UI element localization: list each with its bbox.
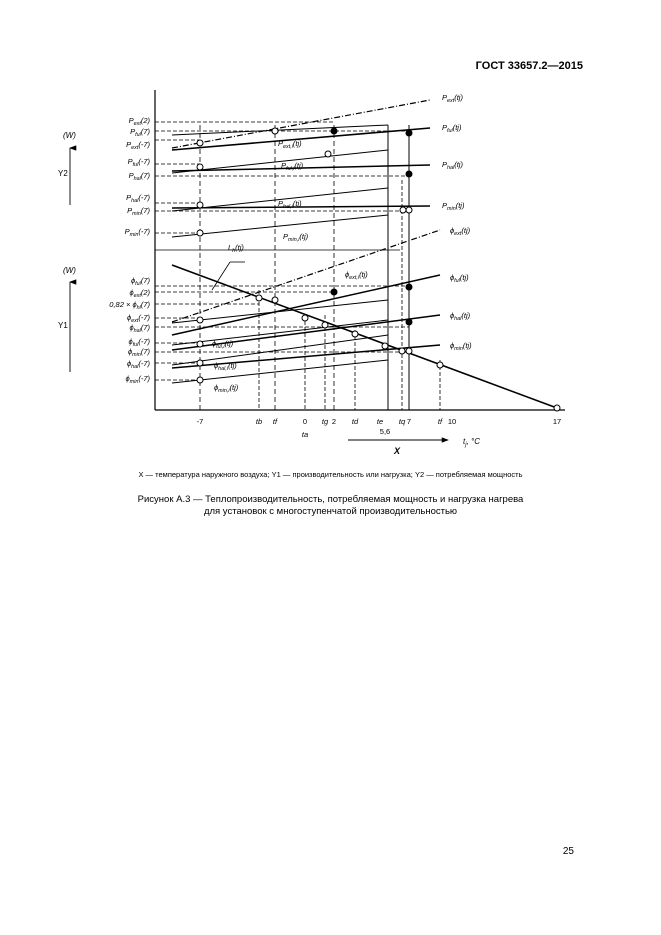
right-label-y1: $\phi_{min}(tj)$ <box>450 341 472 352</box>
x-tick-label: tg <box>321 417 329 426</box>
filled-marker <box>406 284 412 290</box>
open-marker <box>352 331 358 337</box>
open-marker <box>400 207 406 213</box>
inline-label: $P_{hal,i}(tj)$ <box>278 199 302 210</box>
inline-label: $P_{min,i}(tj)$ <box>283 232 309 243</box>
right-label-y2: $P_{ext}(tj)$ <box>442 93 463 104</box>
open-marker <box>272 128 278 134</box>
open-marker <box>197 317 203 323</box>
left-label-y2: $P_{hal}(-7)$ <box>126 193 150 204</box>
open-marker <box>197 377 203 383</box>
x-tick-label: tf <box>437 417 443 426</box>
figure-caption <box>0 494 661 518</box>
inline-label: $\phi_{ext,i}(tj)$ <box>345 270 368 281</box>
right-label-y2: $P_{ful}(tj)$ <box>442 123 462 134</box>
open-marker <box>197 164 203 170</box>
filled-marker <box>406 319 412 325</box>
caption-line-1: Рисунок А.3 — Теплопроизводительность, потребляемая мощность и нагрузка нагрева <box>137 494 524 505</box>
y2-unit: (W) <box>63 131 76 140</box>
y2-name: Y2 <box>58 169 68 178</box>
open-marker <box>382 343 388 349</box>
diagram-markers <box>197 128 560 411</box>
filled-marker <box>331 289 337 295</box>
open-marker <box>302 315 308 321</box>
x-tick-label: 10 <box>447 417 457 426</box>
x-tick-label: tb <box>255 417 263 426</box>
x-tick-label: 0 <box>302 417 308 426</box>
x-tick-label: 2 <box>331 417 337 426</box>
phi-ext-line <box>172 230 440 322</box>
x-tick-label: te <box>376 417 384 426</box>
y1-unit: (W) <box>63 266 76 275</box>
x-tick-label: 5,6 <box>379 427 391 436</box>
left-label-y1: $\phi_{ext}(2)$ <box>129 288 150 299</box>
left-label-y2: $P_{min}(7)$ <box>127 206 150 217</box>
right-label-y2: $P_{hal}(tj)$ <box>442 160 463 171</box>
left-label-y2: $P_{min}(-7)$ <box>124 227 150 238</box>
inline-label: $P_{ful,i}(tj)$ <box>281 161 304 172</box>
left-label-y1: $0,82 \times \phi_{hl}(7)$ <box>109 300 150 311</box>
y1-name: Y1 <box>58 321 68 330</box>
open-marker <box>256 295 262 301</box>
left-label-y2: $P_{ful}(7)$ <box>130 127 150 138</box>
open-marker <box>197 202 203 208</box>
right-label-y1: $\phi_{ext}(tj)$ <box>450 226 471 237</box>
left-label-y2: $P_{hal}(7)$ <box>128 171 150 182</box>
open-marker <box>197 140 203 146</box>
inline-label: $P_{ext,i}(tj)$ <box>278 139 302 150</box>
left-label-y2: $P_{ful}(-7)$ <box>127 157 150 168</box>
open-marker <box>554 405 560 411</box>
open-marker <box>399 348 405 354</box>
phi-ful-line <box>172 275 440 335</box>
x-tick-label: ta <box>301 430 309 439</box>
open-marker <box>197 360 203 366</box>
left-label-y2: $P_{ext}(2)$ <box>128 116 150 127</box>
left-label-y2: $P_{ext}(-7)$ <box>126 140 150 151</box>
open-marker <box>272 297 278 303</box>
inline-label: $L_h(tj)$ <box>228 243 244 254</box>
x-tick-label: -7 <box>196 417 204 426</box>
open-marker <box>437 362 443 368</box>
right-label-y1: $\phi_{hal}(tj)$ <box>450 311 471 322</box>
right-label-y2: $P_{min}(tj)$ <box>442 201 465 212</box>
open-marker <box>197 341 203 347</box>
diagram-line <box>172 150 388 173</box>
open-marker <box>406 207 412 213</box>
diagram-line <box>172 335 388 365</box>
diagram-labels <box>109 93 561 439</box>
page-number: 25 <box>562 846 574 857</box>
caption-line-2: для установок с многоступенчатой производительностью <box>203 506 458 517</box>
left-label-y1: $\phi_{ext}(-7)$ <box>126 313 150 324</box>
x-tick-label: tf <box>272 417 278 426</box>
diagram-line <box>172 360 388 383</box>
x-tick-label: td <box>351 417 359 426</box>
diagram-line <box>172 125 388 135</box>
diagram-line <box>172 215 388 237</box>
left-label-y1: $\phi_{hal}(7)$ <box>129 323 150 334</box>
inline-label: $\phi_{hal,i}(tj)$ <box>214 361 237 372</box>
left-label-y1: $\phi_{min}(-7)$ <box>125 374 150 385</box>
left-label-y1: $\phi_{min}(7)$ <box>127 347 150 358</box>
open-marker <box>197 230 203 236</box>
filled-marker <box>406 171 412 177</box>
open-marker <box>325 151 331 157</box>
right-label-y1: $\phi_{ful}(tj)$ <box>450 273 469 284</box>
open-marker <box>406 348 412 354</box>
x-tick-label: 17 <box>552 417 562 426</box>
standard-header: ГОСТ 33657.2—2015 <box>475 60 583 72</box>
open-marker <box>322 322 328 328</box>
filled-marker <box>331 128 337 134</box>
figure-legend: X — температура наружного воздуха; Y1 — производительность или нагрузка; Y2 — потребляемая мощность <box>138 470 523 479</box>
left-label-y1: $\phi_{ful}(7)$ <box>130 276 150 287</box>
left-label-y1: $\phi_{ful}(-7)$ <box>128 337 150 348</box>
x-axis-name: X <box>394 446 401 456</box>
x-tick-label: tq <box>398 417 406 426</box>
inline-label: $\phi_{ful,i}(tj)$ <box>212 339 234 350</box>
x-axis-label: $t_j$, °C <box>463 437 480 448</box>
filled-marker <box>406 130 412 136</box>
inline-label: $\phi_{min,i}(tj)$ <box>214 383 239 394</box>
left-label-y1: $\phi_{hal}(-7)$ <box>126 359 150 370</box>
x-tick-label: 7 <box>406 417 412 426</box>
